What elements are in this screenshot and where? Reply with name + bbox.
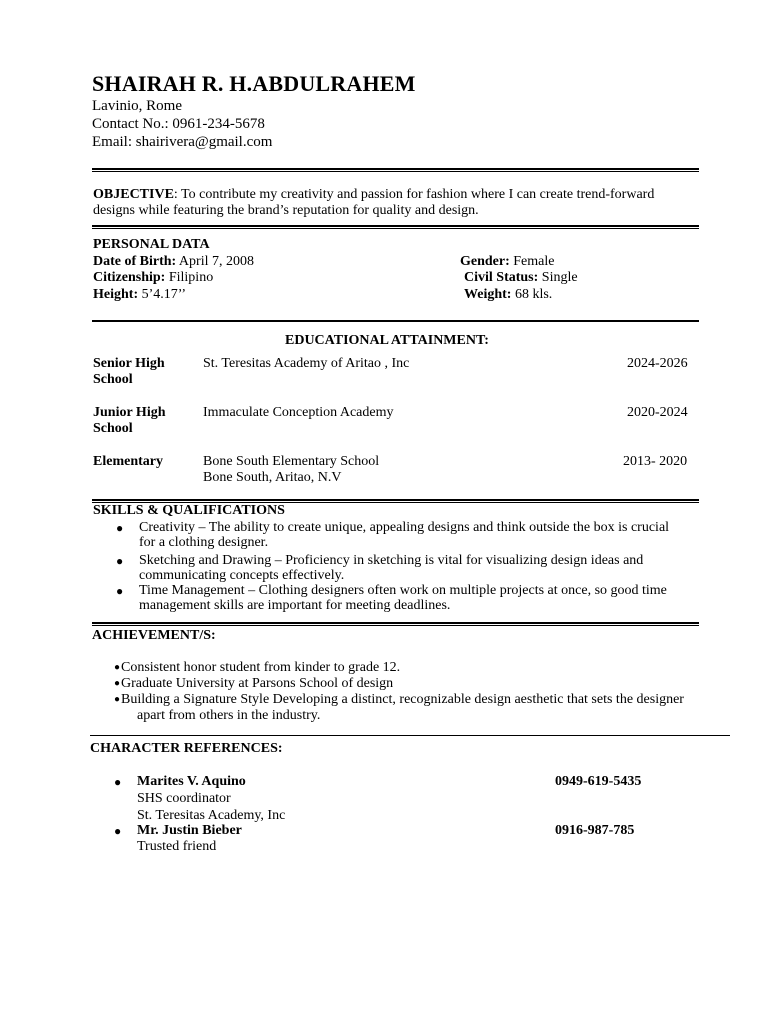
bullet-icon: ● [114, 824, 122, 838]
education-level: Elementary [93, 454, 163, 469]
reference-phone: 0916-987-785 [555, 823, 635, 838]
education-level-2: School [93, 421, 133, 436]
reference-detail: Trusted friend [137, 839, 217, 854]
divider [92, 168, 699, 172]
gender-label: Gender: [460, 254, 510, 269]
education-years: 2020-2024 [627, 405, 688, 420]
weight-label: Weight: [464, 287, 512, 302]
height-value: 5’4.17’’ [138, 287, 187, 302]
height-label: Height: [93, 287, 139, 302]
education-level: Senior High [93, 356, 165, 371]
bullet-icon: ● [114, 662, 121, 673]
bullet-icon: ● [116, 554, 124, 568]
address: Lavinio, Rome [92, 98, 182, 114]
education-school: Immaculate Conception Academy [203, 405, 394, 420]
civil-status-value: Single [538, 270, 578, 285]
citizenship-value: Filipino [165, 270, 214, 285]
achievement-text: Graduate University at Parsons School of design [121, 676, 394, 691]
education-years: 2013- 2020 [623, 454, 688, 469]
citizenship [93, 270, 213, 286]
objective-label: OBJECTIVE [93, 187, 174, 202]
gender-value: Female [509, 254, 555, 269]
skills-title: SKILLS & QUALIFICATIONS [93, 503, 285, 518]
skill-text-2: management skills are important for meeting deadlines. [139, 598, 451, 613]
skill-text: Time Management – Clothing designers often work on multiple projects at once, so good time [139, 583, 667, 598]
dob [93, 254, 254, 270]
skill-text-2: communicating concepts effectively. [139, 568, 345, 583]
reference-phone: 0949-619-5435 [555, 774, 642, 789]
civil-status [464, 270, 578, 286]
skill-text-2: for a clothing designer. [139, 535, 269, 550]
education-school-address: Bone South, Aritao, N.V [203, 470, 342, 485]
divider [92, 320, 699, 322]
education-level: Junior High [93, 405, 166, 420]
education-years: 2024-2026 [627, 356, 688, 371]
bullet-icon: ● [116, 584, 124, 598]
weight [464, 287, 552, 303]
reference-name: Mr. Justin Bieber [137, 823, 242, 838]
gender [460, 254, 554, 270]
dob-value: April 7, 2008 [176, 254, 254, 269]
bullet-icon: ● [114, 775, 122, 789]
reference-detail-2: St. Teresitas Academy, Inc [137, 808, 286, 823]
weight-value: 68 kls. [511, 287, 553, 302]
objective [93, 187, 654, 203]
objective-text-1: : To contribute my creativity and passion for fashion where I can create trend-forward [173, 187, 655, 202]
applicant-name: SHAIRAH R. H.ABDULRAHEM [92, 71, 416, 96]
education-school: Bone South Elementary School [203, 454, 380, 469]
contact-number: Contact No.: 0961-234-5678 [92, 116, 265, 132]
divider [92, 225, 699, 229]
reference-detail: SHS coordinator [137, 791, 231, 806]
achievements-title: ACHIEVEMENT/S: [92, 628, 216, 643]
divider [92, 622, 699, 626]
achievement-text-2: apart from others in the industry. [137, 708, 321, 723]
civil-status-label: Civil Status: [464, 270, 539, 285]
objective-text-2: designs while featuring the brand’s reputation for quality and design. [93, 203, 479, 218]
personal-data-title: PERSONAL DATA [93, 237, 210, 252]
skill-text: Creativity – The ability to create unique, appealing designs and think outside the box is crucial [139, 520, 670, 535]
dob-label: Date of Birth: [93, 254, 177, 269]
bullet-icon: ● [114, 694, 121, 705]
education-title: EDUCATIONAL ATTAINMENT: [285, 333, 489, 348]
reference-name: Marites V. Aquino [137, 774, 246, 789]
education-level-2: School [93, 372, 133, 387]
references-title: CHARACTER REFERENCES: [90, 741, 283, 756]
divider [90, 735, 730, 736]
citizenship-label: Citizenship: [93, 270, 166, 285]
height [93, 287, 186, 303]
skill-text: Sketching and Drawing – Proficiency in sketching is vital for visualizing design ideas and [139, 553, 644, 568]
achievement-text: Consistent honor student from kinder to grade 12. [121, 660, 401, 675]
achievement-text: Building a Signature Style Developing a distinct, recognizable design aesthetic that sets the designer [121, 692, 684, 707]
bullet-icon: ● [114, 678, 121, 689]
bullet-icon: ● [116, 521, 124, 535]
email: Email: shairivera@gmail.com [92, 134, 273, 150]
education-school: St. Teresitas Academy of Aritao , Inc [203, 356, 410, 371]
